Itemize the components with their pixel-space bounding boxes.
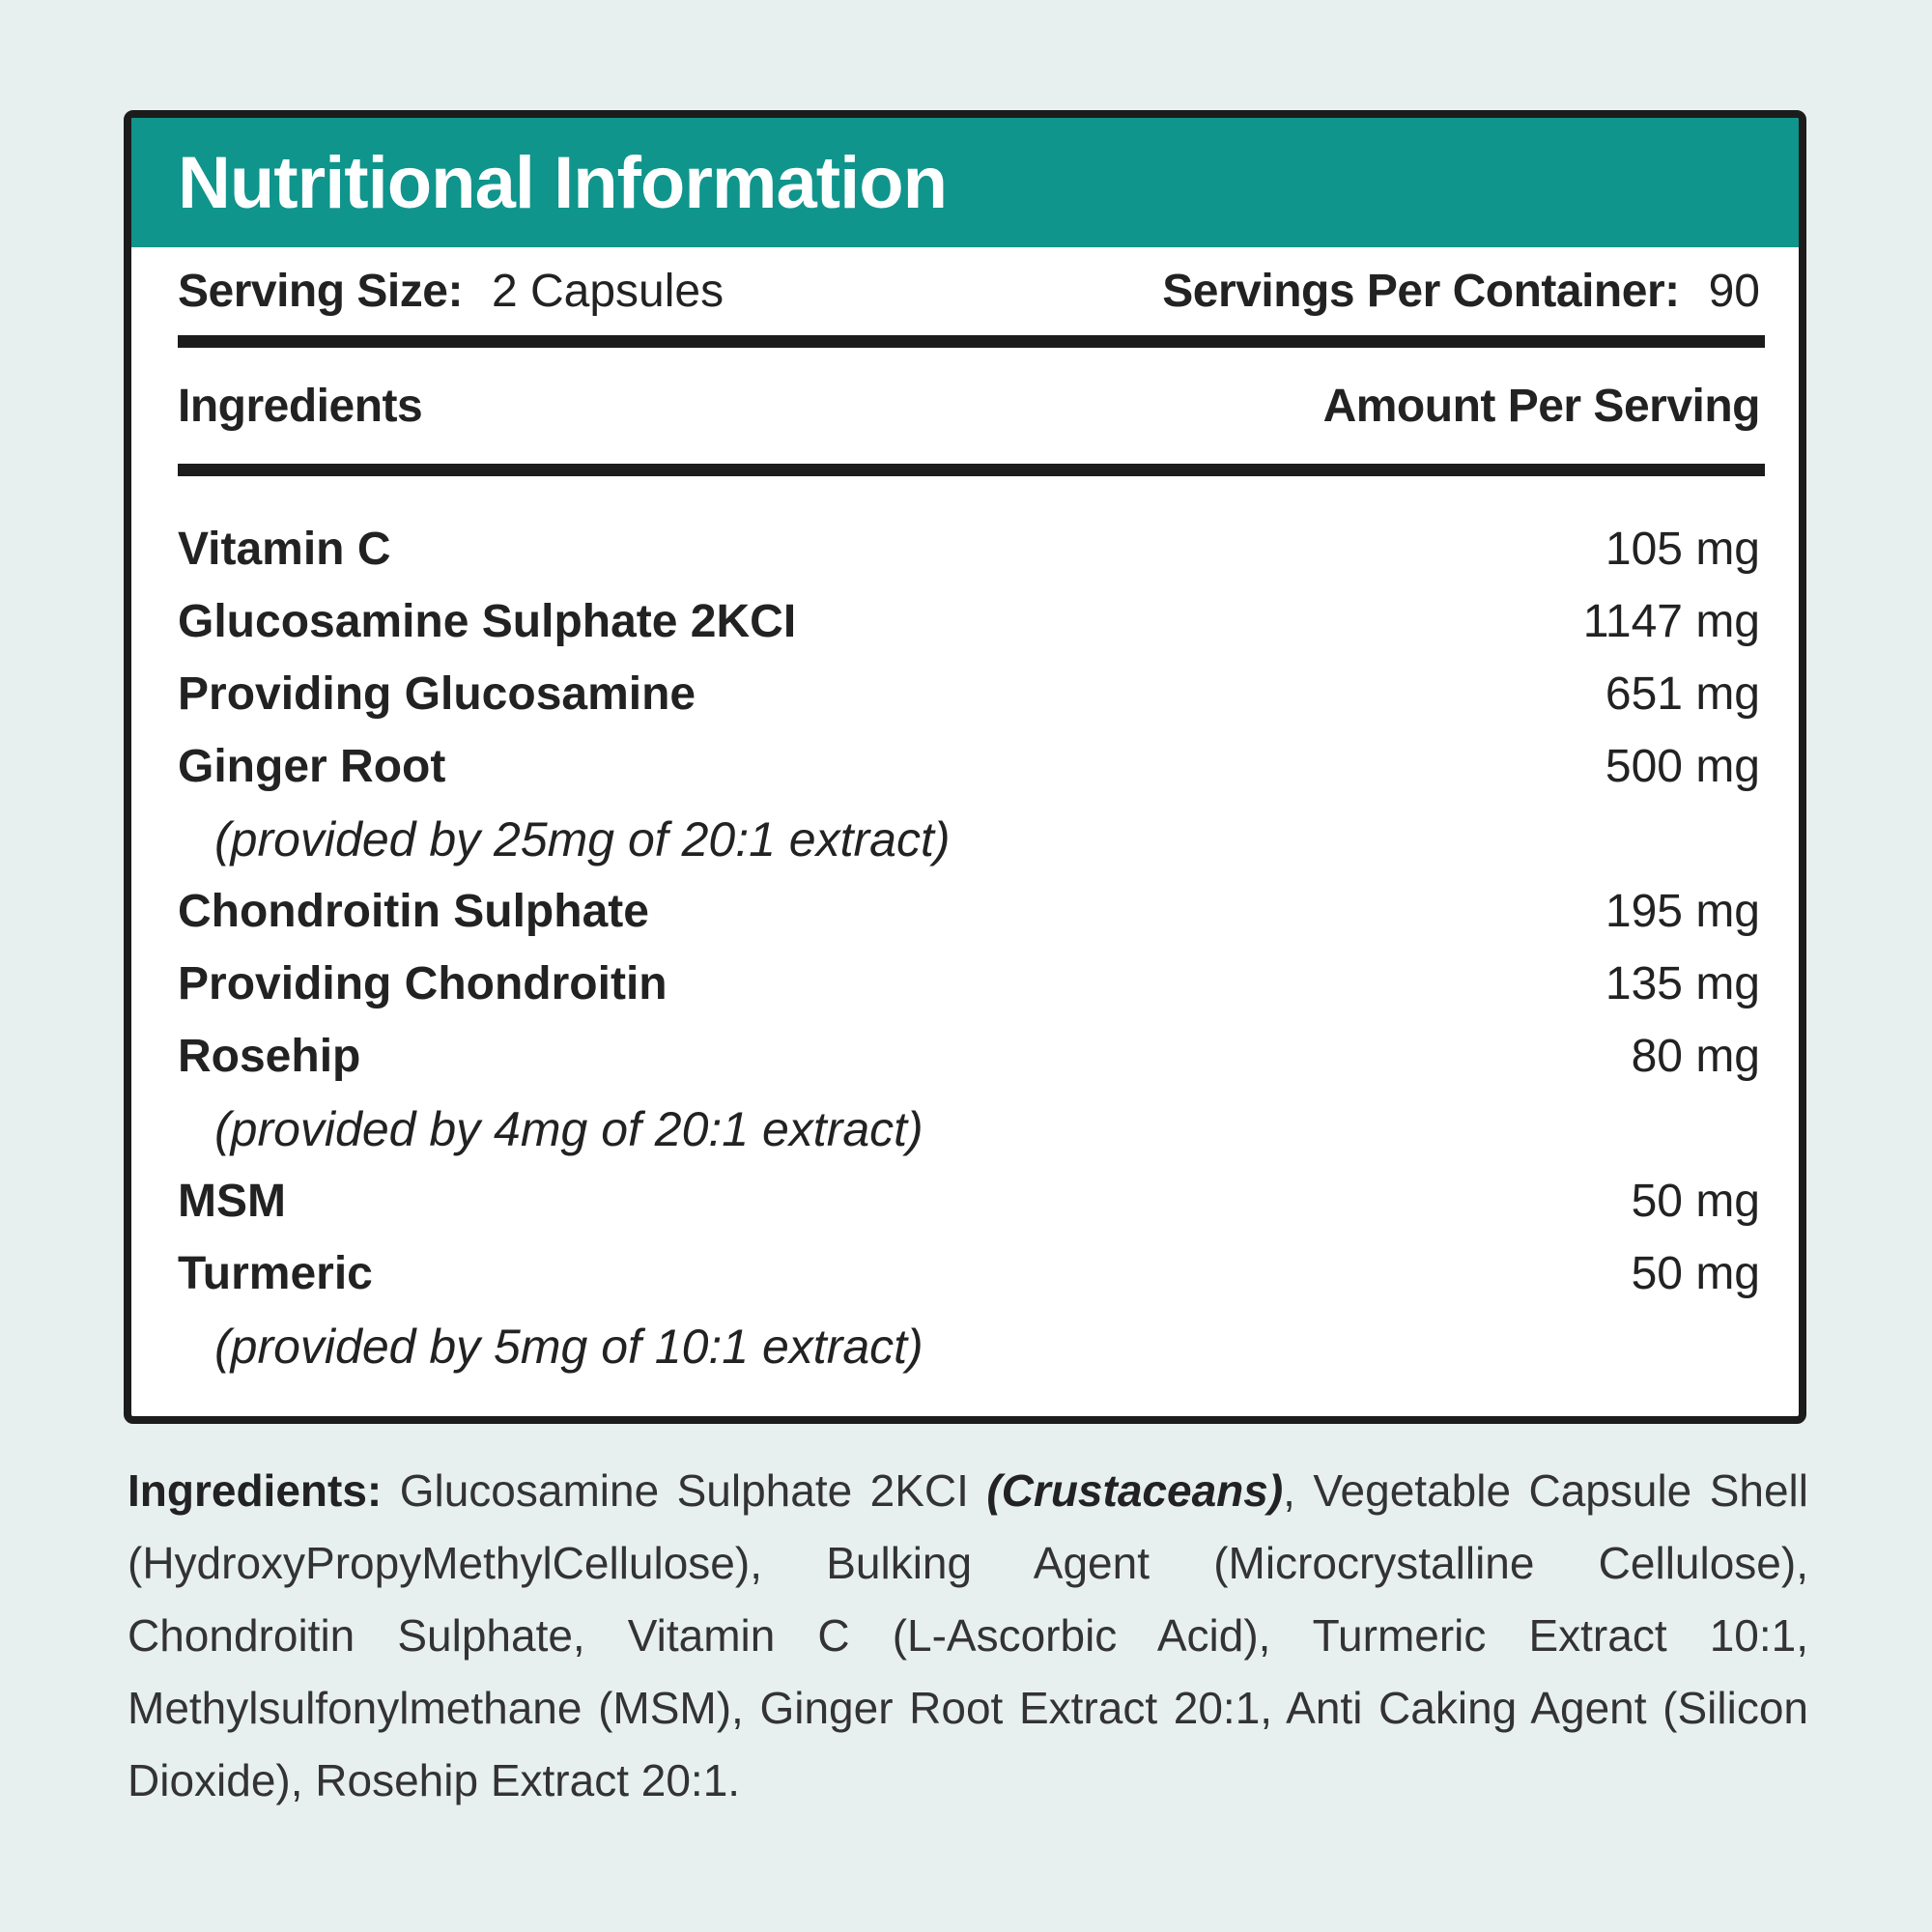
nutrient-amount: 80 mg xyxy=(1631,1031,1760,1082)
servings-per-container-value: 90 xyxy=(1708,266,1760,317)
divider-thick xyxy=(178,464,1765,476)
table-row xyxy=(178,875,1760,948)
nutrient-amount: 50 mg xyxy=(1631,1176,1760,1227)
nutrition-panel xyxy=(124,110,1806,1424)
table-row xyxy=(178,1237,1760,1310)
nutrient-name: Vitamin C xyxy=(178,524,391,575)
nutrient-name: MSM xyxy=(178,1176,286,1227)
nutrient-note: (provided by 5mg of 10:1 extract) xyxy=(214,1319,923,1374)
ingredients-text-part2: , Vegetable Capsule Shell (HydroxyPropyMethylCellulose), Bulking Agent (Microcrystalline Cellulose), Chondroitin Sulphate, Vitamin C (L-Ascorbic Acid), Turmeric Extract 10:1, Methylsulfonylmethane (MSM), Ginger Root Extract 20:1, Anti Caking Agent (Silicon Dioxide), Rosehip Extract 20:1. xyxy=(128,1465,1808,1805)
ingredients-label: Ingredients: xyxy=(128,1465,383,1516)
serving-size xyxy=(178,265,724,318)
servings-per-container-label: Servings Per Container: xyxy=(1162,266,1680,317)
nutrient-name: Glucosamine Sulphate 2KCI xyxy=(178,596,797,647)
ingredients-text-part1: Glucosamine Sulphate 2KCI xyxy=(382,1465,987,1516)
table-row xyxy=(178,585,1760,658)
panel-title: Nutritional Information xyxy=(178,141,948,224)
nutrient-amount: 105 mg xyxy=(1605,524,1760,575)
nutrient-amount: 135 mg xyxy=(1605,958,1760,1009)
table-row xyxy=(178,1165,1760,1237)
nutrient-amount: 195 mg xyxy=(1605,886,1760,937)
table-row xyxy=(178,513,1760,585)
nutrient-amount: 500 mg xyxy=(1605,741,1760,792)
nutrient-name: Chondroitin Sulphate xyxy=(178,886,649,937)
nutrient-name: Providing Glucosamine xyxy=(178,668,696,720)
ingredients-list xyxy=(128,1455,1808,1817)
column-header-amount: Amount Per Serving xyxy=(1322,380,1760,432)
allergen-highlight: (Crustaceans) xyxy=(986,1465,1284,1516)
nutrient-amount: 1147 mg xyxy=(1582,596,1760,647)
serving-info xyxy=(178,247,1760,335)
nutrient-name: Turmeric xyxy=(178,1248,373,1299)
nutrient-note: (provided by 4mg of 20:1 extract) xyxy=(214,1101,923,1156)
panel-header xyxy=(131,118,1799,247)
panel-body xyxy=(131,247,1799,1382)
nutrient-name: Providing Chondroitin xyxy=(178,958,668,1009)
table-row xyxy=(178,730,1760,803)
serving-size-label: Serving Size: xyxy=(178,266,463,317)
nutrient-table xyxy=(178,476,1760,1382)
column-header-ingredients: Ingredients xyxy=(178,380,423,432)
divider-thick xyxy=(178,335,1765,348)
table-row xyxy=(178,948,1760,1020)
nutrient-amount: 651 mg xyxy=(1605,668,1760,720)
nutrient-name: Ginger Root xyxy=(178,741,446,792)
nutrient-name: Rosehip xyxy=(178,1031,361,1082)
serving-size-value: 2 Capsules xyxy=(491,266,724,317)
table-row xyxy=(178,1020,1760,1093)
table-row xyxy=(178,658,1760,730)
nutrient-note: (provided by 25mg of 20:1 extract) xyxy=(214,811,951,867)
nutrient-amount: 50 mg xyxy=(1631,1248,1760,1299)
column-headers xyxy=(178,348,1760,464)
servings-per-container xyxy=(1162,265,1760,318)
